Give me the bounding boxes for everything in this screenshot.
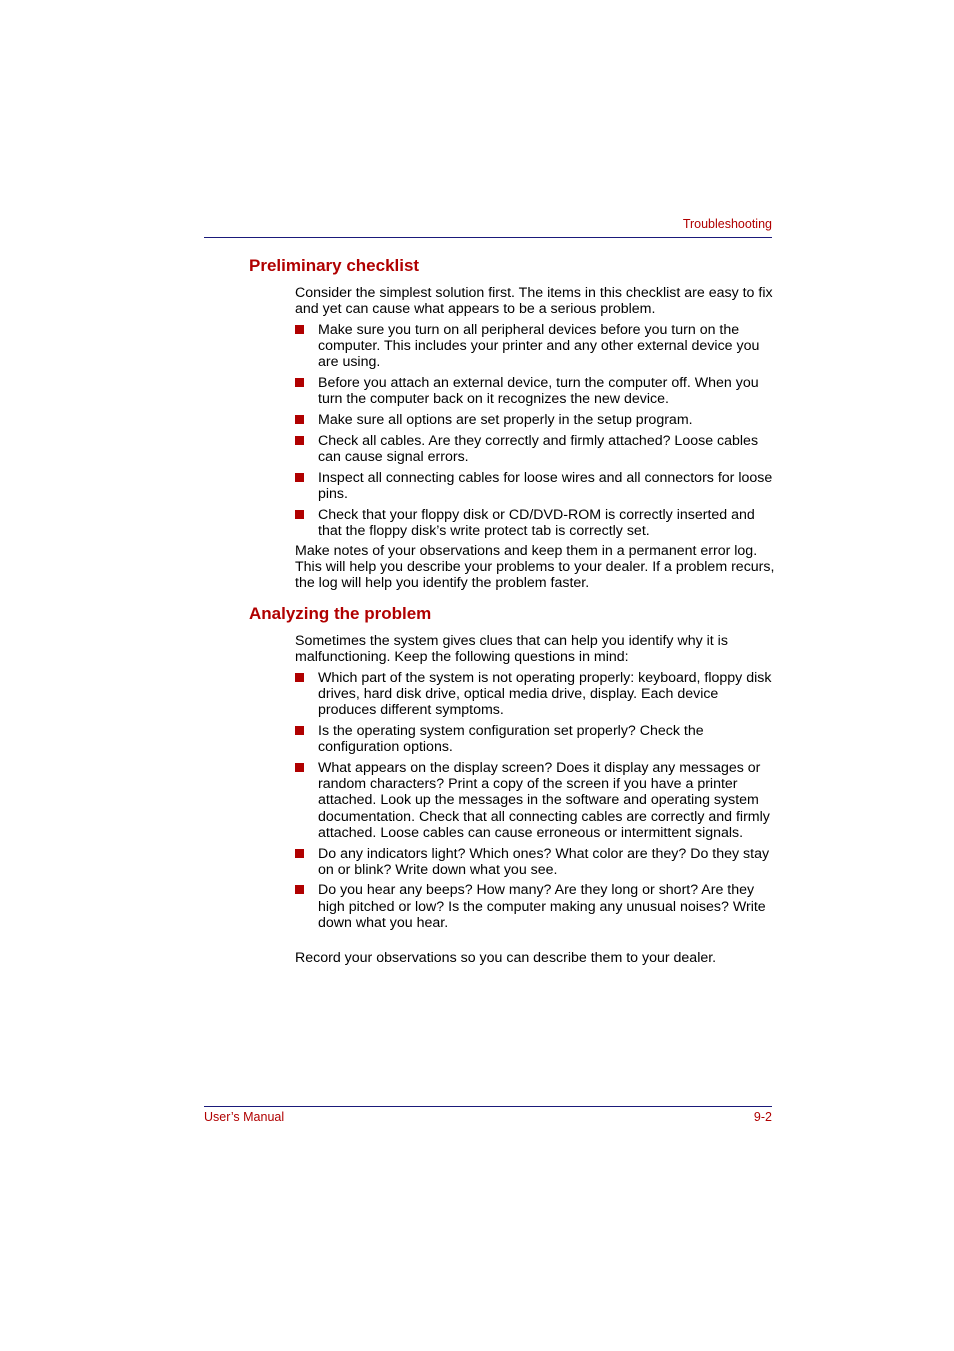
list-item — [295, 760, 775, 841]
list-item — [295, 670, 775, 719]
list-item — [295, 470, 775, 502]
square-bullet-icon — [295, 415, 304, 424]
paragraph: Sometimes the system gives clues that can help you identify why it is malfunctioning. Keep the following questions in mind: — [295, 633, 728, 666]
header-rule — [204, 237, 772, 238]
footer-rule — [204, 1106, 772, 1107]
checklist — [295, 322, 775, 543]
list-item-text: Before you attach an external device, turn the computer off. When you turn the computer back on it recognizes the new device. — [318, 375, 759, 408]
list-item — [295, 322, 775, 371]
list-item — [295, 412, 775, 428]
section-heading-preliminary-checklist: Preliminary checklist — [249, 256, 420, 275]
square-bullet-icon — [295, 510, 304, 519]
paragraph: Record your observations so you can describe them to your dealer. — [295, 950, 717, 966]
list-item-text: Do you hear any beeps? How many? Are they long or short? Are they high pitched or low? Is the computer making any unusual noises? Write down what you hear. — [318, 882, 766, 931]
list-item — [295, 882, 775, 931]
square-bullet-icon — [295, 726, 304, 735]
paragraph: Consider the simplest solution first. The items in this checklist are easy to fix and yet can cause what appears to be a serious problem. — [295, 285, 773, 318]
question-list — [295, 670, 775, 936]
list-item-text: Make sure all options are set properly in the setup program. — [318, 412, 693, 429]
list-item-text: Do any indicators light? Which ones? What color are they? Do they stay on or blink? Write down what you see. — [318, 845, 770, 878]
section1-intro — [295, 285, 775, 317]
paragraph: Make notes of your observations and keep them in a permanent error log. This will help you describe your problems to your dealer. If a problem recurs, the log will help you identify the problem faster. — [295, 543, 775, 592]
list-item-text: What appears on the display screen? Does it display any messages or random characters? Print a copy of the screen if you have a printer attached. Look up the messages in the software and operating system documentation. Check that all connecting cables are correctly and firmly attached. Loose cables can cause erroneous or intermittent signals. — [318, 760, 770, 841]
section2-outro — [295, 950, 775, 966]
list-item — [295, 375, 775, 407]
list-item-text: Check that your floppy disk or CD/DVD-ROM is correctly inserted and that the floppy disk’s write protect tab is correctly set. — [318, 506, 755, 539]
running-header: Troubleshooting — [682, 217, 772, 231]
square-bullet-icon — [295, 378, 304, 387]
square-bullet-icon — [295, 436, 304, 445]
square-bullet-icon — [295, 673, 304, 682]
section-heading-analyzing-the-problem: Analyzing the problem — [249, 604, 432, 623]
square-bullet-icon — [295, 763, 304, 772]
list-item — [295, 846, 775, 878]
list-item-text: Check all cables. Are they correctly and firmly attached? Loose cables can cause signal errors. — [318, 432, 759, 465]
section1-outro — [295, 543, 775, 592]
square-bullet-icon — [295, 885, 304, 894]
list-item-text: Inspect all connecting cables for loose wires and all connectors for loose pins. — [318, 469, 773, 502]
list-item-text: Which part of the system is not operating properly: keyboard, floppy disk drives, hard disk drive, optical media drive, display. Each device produces different symptoms. — [318, 670, 772, 719]
list-item — [295, 723, 775, 755]
section2-intro — [295, 633, 775, 665]
square-bullet-icon — [295, 849, 304, 858]
footer-manual-title: User’s Manual — [204, 1110, 285, 1124]
list-item-text: Make sure you turn on all peripheral devices before you turn on the computer. This includes your printer and any other external device you are using. — [318, 322, 760, 371]
square-bullet-icon — [295, 325, 304, 334]
list-item-text: Is the operating system configuration set properly? Check the configuration options. — [318, 723, 704, 756]
page-number: 9-2 — [753, 1110, 772, 1124]
list-item — [295, 507, 775, 539]
square-bullet-icon — [295, 473, 304, 482]
list-item — [295, 433, 775, 465]
